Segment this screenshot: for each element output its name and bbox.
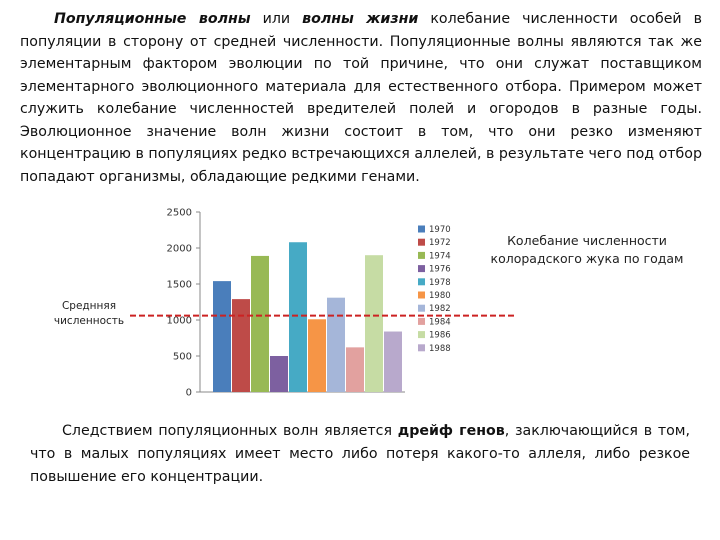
- bar-1986: [365, 255, 383, 392]
- term-genetic-drift: дрейф генов: [397, 423, 505, 439]
- bar-1978: [289, 242, 307, 392]
- legend-swatch-1970: [418, 226, 425, 233]
- legend-swatch-1974: [418, 252, 425, 259]
- y-tick-label: 1000: [166, 315, 192, 327]
- legend-label-1976: 1976: [429, 264, 451, 275]
- legend-swatch-1982: [418, 305, 425, 312]
- legend-label-1978: 1978: [429, 277, 451, 288]
- legend-swatch-1976: [418, 265, 425, 272]
- bar-1980: [308, 319, 326, 392]
- chart-side-title: Колебание численности колорадского жука по годам: [490, 233, 684, 266]
- y-tick-label: 0: [185, 387, 192, 399]
- legend-swatch-1980: [418, 292, 425, 299]
- conclusion-paragraph: [30, 420, 690, 489]
- legend-swatch-1988: [418, 344, 425, 351]
- legend-swatch-1978: [418, 278, 425, 285]
- bar-1984: [346, 347, 364, 392]
- legend-label-1988: 1988: [429, 343, 451, 354]
- intro-text: колебание численности особей в популяции в сторону от средней численности. Популяционные волны являются так же элементарным фактором эволюции по той причине, что они служат поставщиком элементарного эволюционного материала для естественного отбора. Примером может служить колебание численностей вредителей полей и огородов в разные годы. Эволюционное значение волн жизни состоит в том, что они резко изменяют концентрацию в популяциях редко встречающихся аллелей, в результате чего под отбор попадают организмы, обладающие редкими генами.: [20, 11, 703, 185]
- legend-swatch-1972: [418, 239, 425, 246]
- legend-swatch-1984: [418, 318, 425, 325]
- legend-label-1970: 1970: [429, 225, 451, 235]
- or-connector: или: [250, 11, 303, 27]
- bar-1970: [213, 281, 231, 392]
- conclusion-tail: , заключающийся в том, что в малых популяциях имеет место либо потеря какого-то аллеля, либо резкое повышение его концентрации.: [30, 423, 690, 485]
- bar-1972: [232, 299, 250, 392]
- bars: [213, 242, 402, 392]
- legend-label-1982: 1982: [429, 304, 451, 315]
- legend-label-1980: 1980: [429, 291, 451, 301]
- bar-1974: [251, 256, 269, 392]
- y-tick-label: 500: [172, 351, 192, 363]
- legend-label-1984: 1984: [429, 317, 451, 328]
- legend-label-1986: 1986: [429, 330, 451, 341]
- average-label: Среднняя численность: [53, 300, 125, 327]
- conclusion-lead: Следствием популяционных волн является: [62, 423, 398, 439]
- y-tick-label: 2000: [166, 243, 192, 255]
- legend-label-1974: 1974: [429, 251, 451, 262]
- legend-label-1972: 1972: [429, 238, 451, 249]
- y-tick-label: 2500: [166, 207, 192, 219]
- legend-swatch-1986: [418, 331, 425, 338]
- bar-1988: [384, 332, 402, 392]
- term-population-waves: Популяционные волны: [54, 11, 251, 27]
- term-life-waves: волны жизни: [302, 11, 419, 27]
- y-tick-label: 1500: [166, 279, 192, 291]
- legend: [418, 225, 451, 354]
- bar-1982: [327, 298, 345, 392]
- bar-1976: [270, 356, 288, 392]
